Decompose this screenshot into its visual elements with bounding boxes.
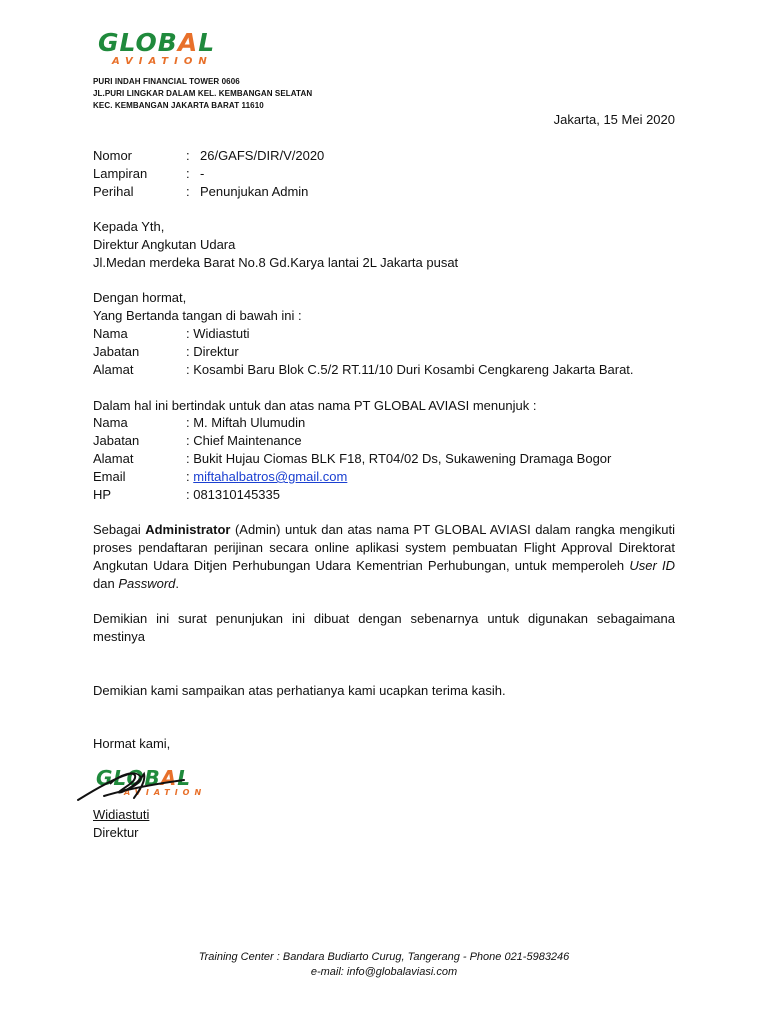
recipient-line: Direktur Angkutan Udara xyxy=(93,237,236,252)
body-paragraph: Sebagai Administrator (Admin) untuk dan atas nama PT GLOBAL AVIASI dalam rangka mengikuti proses pendaftaran perijinan secara online aplikasi system pembuatan Flight Approval Direktorat Angkutan Udara Ditjen Perhubungan Udara Kementrian Perhubungan, untuk memperoleh User ID dan Password. xyxy=(93,522,676,591)
appointee-row: Nama : M. Miftah Ulumudin xyxy=(93,415,306,430)
signer-row: Jabatan : Direktur xyxy=(93,344,239,359)
signatory-title: Direktur xyxy=(93,825,139,840)
signer-row: Alamat : Kosambi Baru Blok C.5/2 RT.11/10 Duri Kosambi Cengkareng Jakarta Barat. xyxy=(93,362,634,377)
meta-row-lampiran: Lampiran : - xyxy=(93,166,205,181)
signer-intro: Yang Bertanda tangan di bawah ini : xyxy=(93,308,302,323)
meta-row-nomor: Nomor : 26/GAFS/DIR/V/2020 xyxy=(93,148,325,163)
closing-salutation: Hormat kami, xyxy=(93,736,171,751)
logo-subtitle: AVIATION xyxy=(112,56,213,67)
footer-address: Training Center : Bandara Budiarto Curug, Tangerang - Phone 021-5983246 xyxy=(198,951,570,963)
stamp-logo-wordmark: GLOBAL xyxy=(96,766,191,790)
signer-row: Nama : Widiastuti xyxy=(93,326,250,341)
handwritten-signature xyxy=(74,760,254,810)
meta-row-perihal: Perihal : Penunjukan Admin xyxy=(93,184,309,199)
appointee-intro: Dalam hal ini bertindak untuk dan atas nama PT GLOBAL AVIASI menunjuk : xyxy=(93,398,537,413)
logo-wordmark: GLOBAL xyxy=(98,28,216,57)
letter-date: Jakarta, 15 Mei 2020 xyxy=(553,112,675,127)
recipient-line: Jl.Medan merdeka Barat No.8 Gd.Karya lantai 2L Jakarta pusat xyxy=(93,255,459,270)
closing-paragraph: Demikian ini surat penunjukan ini dibuat dengan sebenarnya untuk digunakan sebagaimana mestinya xyxy=(93,611,675,644)
appointee-row: Jabatan : Chief Maintenance xyxy=(93,433,302,448)
appointee-row: HP : 081310145335 xyxy=(93,487,280,502)
thanks-paragraph: Demikian kami sampaikan atas perhatianya kami ucapkan terima kasih. xyxy=(93,683,506,698)
email-link[interactable]: miftahalbatros@gmail.com xyxy=(193,469,348,484)
stamp-logo-subtitle: AVIATION xyxy=(124,788,207,797)
greeting: Dengan hormat, xyxy=(93,290,187,305)
appointee-row: Alamat : Bukit Hujau Ciomas BLK F18, RT04/02 Ds, Sukawening Dramaga Bogor xyxy=(93,451,612,466)
company-logo xyxy=(98,30,248,70)
recipient-line: Kepada Yth, xyxy=(93,219,165,234)
signature-stamp xyxy=(74,760,254,810)
signatory-name: Widiastuti xyxy=(93,807,150,822)
appointee-row: Email : miftahalbatros@gmail.com xyxy=(93,469,348,484)
company-address: PURI INDAH FINANCIAL TOWER 0606 JL.PURI LINGKAR DALAM KEL. KEMBANGAN SELATAN KEC. KEMBANGAN JAKARTA BARAT 11610 xyxy=(93,77,313,110)
footer-email: e-mail: info@globalaviasi.com xyxy=(310,966,458,978)
